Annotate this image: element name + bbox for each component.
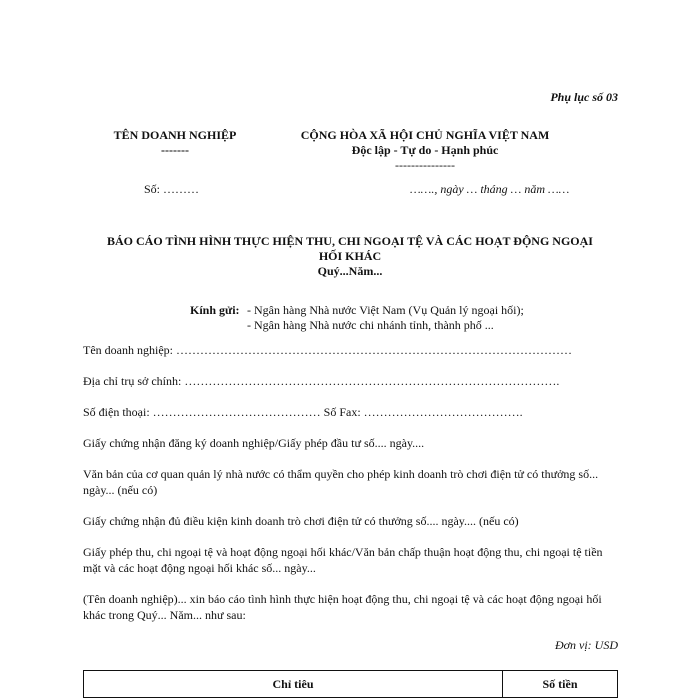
report-period: Quý...Năm... [317, 264, 383, 278]
org-name: TÊN DOANH NGHIỆP [113, 128, 237, 142]
report-table [83, 670, 618, 698]
nation-motto: Độc lập - Tự do - Hạnh phúc [351, 143, 499, 157]
field-company-name: Tên doanh nghiệp: ……………………………………………………………………………………… [83, 343, 572, 357]
field-address: Địa chỉ trụ sở chính: …………………………………………………………………………………. [83, 374, 560, 388]
appendix-label: Phụ lục số 03 [550, 90, 618, 104]
report-title-line2: HỐI KHÁC [318, 249, 382, 263]
field-eligibility-certificate: Giấy chứng nhận đủ điều kiện kinh doanh trò chơi điện tử có thưởng số.... ngày.... (nếu có) [83, 514, 519, 528]
recipient-label: Kính gửi: [190, 303, 240, 317]
doc-date: ……., ngày … tháng … năm …… [410, 182, 570, 196]
nation-title: CỘNG HÒA XÃ HỘI CHỦ NGHĨA VIỆT NAM [300, 128, 550, 142]
doc-number: Số: ……… [144, 182, 200, 196]
org-underline: ------- [161, 143, 189, 157]
field-authority-document: Văn bản của cơ quan quản lý nhà nước có thẩm quyền cho phép kinh doanh trò chơi điện tử có thưởng số... ngày... (nếu có) [83, 467, 599, 497]
report-title-line1: BÁO CÁO TÌNH HÌNH THỰC HIỆN THU, CHI NGOẠI TỆ VÀ CÁC HOẠT ĐỘNG NGOẠI [107, 234, 593, 248]
recipient-line1: - Ngân hàng Nhà nước Việt Nam (Vụ Quản lý ngoại hối); [247, 303, 524, 317]
currency-unit: Đơn vị: USD [554, 638, 618, 652]
header-amount: Số tiền [503, 671, 618, 698]
field-fx-license: Giấy phép thu, chi ngoại tệ và hoạt động ngoại hối khác/Văn bản chấp thuận hoạt động thu, chi ngoại tệ tiền mặt và các hoạt động ngoại hối khác số... ngày... [83, 545, 603, 575]
nation-underline: --------------- [395, 158, 455, 172]
field-business-registration: Giấy chứng nhận đăng ký doanh nghiệp/Giấy phép đầu tư số.... ngày.... [83, 436, 425, 450]
report-intro: (Tên doanh nghiệp)... xin báo cáo tình hình thực hiện hoạt động thu, chi ngoại tệ và các hoạt động ngoại hối khác trong Quý... Năm... như sau: [83, 592, 602, 622]
header-indicator: Chỉ tiêu [84, 671, 503, 698]
field-phone-fax: Số điện thoại: …………………………………… Số Fax: …………………………………. [83, 405, 523, 419]
recipient-line2: - Ngân hàng Nhà nước chi nhánh tỉnh, thành phố ... [247, 318, 494, 332]
table-header-row [84, 671, 618, 698]
